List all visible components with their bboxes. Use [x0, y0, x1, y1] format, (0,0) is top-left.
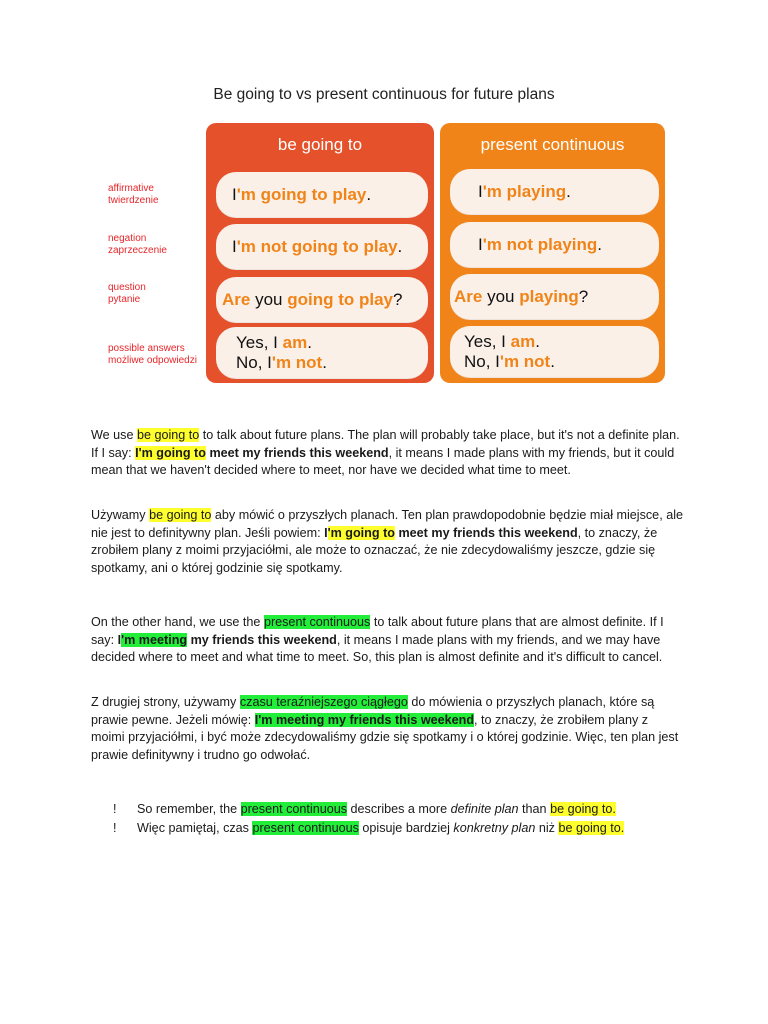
- text: , it means I made plans with my friends, and we may have decided where to meet and what time to meet. So, this plan is almost definite and it's difficult to cancel.: [91, 632, 663, 665]
- text: , to znaczy, że zrobiłem plany z moimi przyjaciółmi, i być może zdecydowaliśmy gdzie się spotkamy i o której godzinie. Więc, ten plan jest prawie definitywny i trudno go odwołać.: [91, 712, 679, 762]
- exclamation-icon: !: [113, 821, 117, 835]
- text: you: [482, 287, 520, 306]
- paragraph-pl-going-to: [91, 507, 683, 577]
- text: 'm not going to play: [236, 237, 398, 256]
- label-pl: zaprzeczenie: [108, 245, 167, 256]
- row-label-negation: [108, 233, 167, 257]
- text: playing: [519, 287, 579, 306]
- affirmative-pill: [216, 172, 428, 218]
- paragraph-en-going-to: [91, 427, 683, 480]
- text: No, I: [464, 352, 500, 371]
- text: you: [250, 290, 288, 309]
- negation-pill: [450, 222, 659, 268]
- label-pl: twierdzenie: [108, 195, 159, 206]
- present-continuous-column: [440, 123, 665, 383]
- text: am: [282, 333, 308, 352]
- text: Używamy: [91, 508, 150, 522]
- highlight-yellow: be going to.: [550, 802, 616, 816]
- highlight-green: 'm meeting: [121, 632, 188, 647]
- exclamation-icon: !: [113, 802, 117, 816]
- text: I: [478, 235, 483, 254]
- paragraph-en-present-continuous: [91, 614, 683, 667]
- text: .: [397, 237, 403, 256]
- text: ?: [393, 290, 403, 309]
- highlight-yellow: be going to: [136, 428, 200, 442]
- text: do mówienia o przyszłych planach, które są prawie pewne. Jeżeli mówię:: [91, 695, 655, 727]
- text: 'm not: [271, 353, 323, 372]
- text: going to play: [287, 290, 393, 309]
- text: , to znaczy, że zrobiłem plany z moimi przyjaciółmi, ale może to oznaczać, że nie zdecydowaliśmy jeszcze, gdzie się spotkamy, ani o której godzinie się spotkamy.: [91, 525, 658, 575]
- label-en: possible answers: [108, 343, 185, 354]
- question-pill: [450, 274, 659, 320]
- text: I: [232, 237, 237, 256]
- highlight-green: present continuous: [252, 821, 359, 835]
- highlight-green: present continuous: [263, 615, 371, 629]
- text: Yes, I: [464, 332, 511, 351]
- highlight-yellow: be going to.: [558, 821, 625, 835]
- answers-pill: [450, 326, 659, 378]
- text: Więc pamiętaj, czas: [137, 821, 253, 835]
- italic-text: konkretny plan: [453, 821, 536, 835]
- highlight-green: I'm meeting my friends this weekend: [254, 712, 475, 727]
- text: aby mówić o przyszłych planach. Ten plan prawdopodobnie będzie miał miejsce, ale nie jest to definitywny plan. Jeśli powiem:: [91, 508, 683, 540]
- answers-pill: [216, 327, 428, 379]
- text: .: [366, 185, 372, 204]
- text: Are: [222, 290, 251, 309]
- bold-text: meet my friends this weekend: [205, 445, 389, 460]
- text: niż: [535, 821, 559, 835]
- text: ?: [578, 287, 589, 306]
- label-en: affirmative: [108, 183, 154, 194]
- highlight-green: czasu teraźniejszego ciągłego: [239, 695, 408, 709]
- bold-text: I: [324, 525, 328, 540]
- text: We use: [91, 428, 137, 442]
- text: Are: [454, 287, 483, 306]
- text: On the other hand, we use the: [91, 615, 264, 629]
- text: 'm playing: [482, 182, 567, 201]
- label-en: question: [108, 282, 146, 293]
- document-title: Be going to vs present continuous for future plans: [213, 86, 555, 103]
- text: .: [566, 182, 571, 201]
- text: I: [478, 182, 483, 201]
- highlight-green: present continuous: [240, 802, 348, 816]
- column-header: be going to: [277, 135, 363, 154]
- text: than: [518, 802, 551, 816]
- text: 'm not playing: [482, 235, 598, 254]
- text: Yes, I: [236, 333, 283, 352]
- highlight-yellow: 'm going to: [327, 525, 395, 540]
- text: to talk about future plans. The plan will probably take place, but it's not a definite plan. If I say:: [91, 428, 680, 460]
- highlight-yellow: I'm going to: [135, 445, 206, 460]
- text: , it means I made plans with my friends, but it could mean that we haven't decided where to meet, nor have we decided what time to meet.: [91, 445, 675, 478]
- label-en: negation: [108, 233, 147, 244]
- text: No, I: [236, 353, 272, 372]
- be-going-to-column: [206, 123, 434, 383]
- row-label-affirmative: [108, 183, 159, 207]
- bold-text: I: [117, 632, 122, 647]
- row-label-question: [108, 282, 146, 306]
- text: .: [597, 235, 603, 254]
- column-header: present continuous: [480, 135, 625, 154]
- text: to talk about future plans that are almost definite. If I say:: [91, 615, 664, 647]
- affirmative-pill: [450, 169, 659, 215]
- text: 'm going to play: [236, 185, 367, 204]
- text: .: [307, 333, 312, 352]
- bold-text: my friends this weekend: [187, 632, 337, 647]
- highlight-yellow: be going to: [149, 508, 212, 522]
- question-pill: [216, 277, 428, 323]
- text: .: [322, 353, 327, 372]
- italic-text: definite plan: [450, 802, 519, 816]
- label-pl: możliwe odpowiedzi: [108, 355, 197, 366]
- text: opisuje bardziej: [358, 821, 454, 835]
- paragraph-pl-present-continuous: [91, 694, 683, 764]
- reminder-bullet-en: [113, 801, 616, 819]
- label-pl: pytanie: [108, 294, 141, 305]
- text: 'm not: [499, 352, 551, 371]
- text: am: [510, 332, 536, 351]
- text: So remember, the: [137, 802, 241, 816]
- text: I: [232, 185, 237, 204]
- negation-pill: [216, 224, 428, 270]
- text: describes a more: [347, 802, 451, 816]
- text: .: [550, 352, 555, 371]
- reminder-bullet-pl: [113, 820, 624, 838]
- text: .: [535, 332, 540, 351]
- bold-text: meet my friends this weekend: [394, 525, 578, 540]
- row-label-answers: [108, 343, 197, 367]
- text: Z drugiej strony, używamy: [91, 695, 240, 709]
